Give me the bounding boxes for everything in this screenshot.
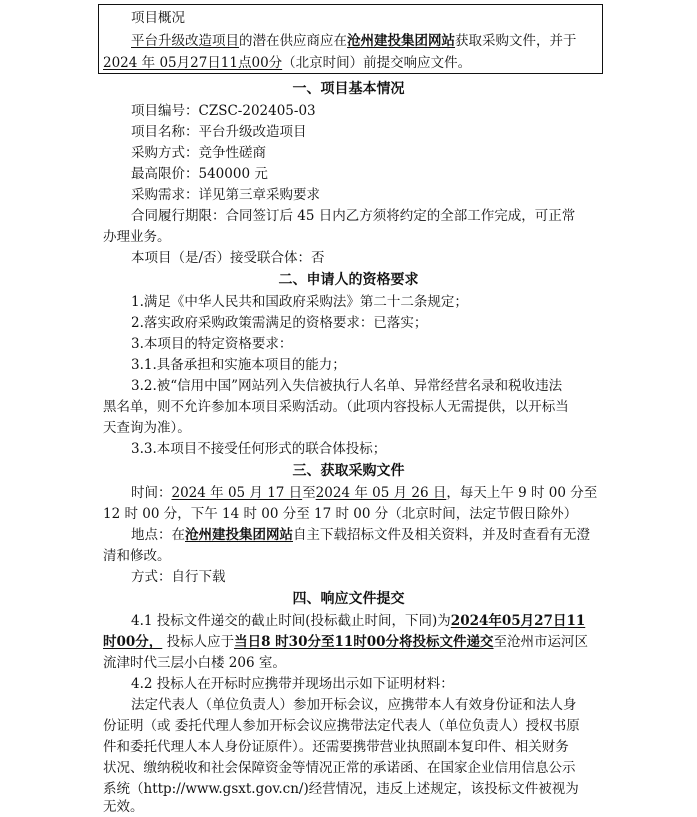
overview-line-3: [103, 53, 471, 73]
obtain-time-text: ，每天上午 9 时 00 分至: [446, 485, 598, 501]
consortium-acceptance: 本项目（是/否）接受联合体：否: [131, 250, 325, 266]
qualification-1: 1.满足《中华人民共和国政府采购法》第二十二条规定；: [131, 294, 468, 310]
procurement-method: 采购方式：竞争性磋商: [131, 145, 266, 161]
required-documents-p1: 法定代表人（单位负责人）参加开标会议，应携带本人有效身份证和法人身: [131, 697, 577, 713]
website-name-text: 沧州建投集团网站: [185, 527, 293, 543]
qualification-3-2-cont-2: 天查询为准）。: [103, 420, 191, 436]
qualification-2: 2.落实政府采购政策需满足的资格要求：已落实；: [131, 315, 428, 331]
obtain-mode: 方式：自行下载: [131, 569, 226, 585]
submission-text: 4.1 投标文件递交的截止时间(投标截止时间，下同)为: [131, 613, 451, 629]
overview-line-2: [131, 31, 577, 51]
qualification-3-3: 3.3.本项目不接受任何形式的联合体投标；: [131, 441, 387, 457]
contract-period-cont: 办理业务。: [103, 229, 171, 245]
obtain-time-label: 时间：: [131, 485, 172, 501]
section-1-heading: 一、项目基本情况: [292, 81, 405, 97]
submission-text: 至沧州市运河区: [493, 634, 589, 650]
required-documents-p3: 件和委托代理人本人身份证原件）。还需要携带营业执照副本复印件、相关财务: [103, 739, 569, 755]
submission-deadline: [131, 611, 585, 631]
deadline-datetime: 2024年05月27日11: [450, 613, 586, 629]
overview-text: 获取采购文件，并于: [455, 33, 577, 49]
start-date: 2024 年 05 月 17 日: [171, 485, 303, 501]
section-2-heading: 二、申请人的资格要求: [278, 272, 419, 288]
submission-location: 流津时代三层小白楼 206 室。: [103, 655, 286, 671]
project-name-text: 平台升级改造项目: [131, 33, 239, 49]
qualification-3: 3.本项目的特定资格要求：: [131, 336, 293, 352]
submission-text: 投标人应于: [166, 634, 235, 650]
qualification-3-1: 3.1.具备承担和实施本项目的能力；: [131, 357, 346, 373]
obtain-time-cont: 12 时 00 分，下午 14 时 00 分至 17 时 00 分（北京时间，法定节假日除外）: [103, 506, 578, 522]
required-documents-intro: 4.2 投标人在开标时应携带并现场出示如下证明材料：: [131, 676, 454, 692]
submission-window: 当日8 时30分至11时00分将投标文件递交: [234, 634, 494, 650]
obtain-place-text: 自主下载招标文件及相关资料，并及时查看有无澄: [293, 527, 590, 543]
obtain-place: [131, 525, 590, 545]
required-documents-p4: 状况、缴纳税收和社会保障资金等情况正常的承诺函、在国家企业信用信息公示: [103, 760, 576, 776]
website-name-text: 沧州建投集团网站: [347, 33, 455, 49]
end-date: 2024 年 05 月 26 日: [315, 485, 447, 501]
section-4-heading: 四、响应文件提交: [292, 591, 405, 607]
obtain-time: [131, 483, 597, 503]
deadline-datetime: 时00分，: [103, 634, 163, 650]
obtain-place-label: 地点：在: [131, 527, 185, 543]
max-price: 最高限价：540000 元: [131, 166, 268, 182]
section-3-heading: 三、获取采购文件: [292, 463, 405, 479]
procurement-requirement: 采购需求：详见第三章采购要求: [131, 187, 320, 203]
required-documents-p6: 无效。: [103, 799, 144, 815]
deadline-text: 2024 年 05月27日11点00分: [103, 55, 283, 71]
obtain-place-cont: 清和修改。: [103, 548, 171, 564]
overview-text: （北京时间）前提交响应文件。: [282, 55, 472, 71]
overview-title: 项目概况: [131, 10, 185, 26]
qualification-3-2: 3.2.被“信用中国”网站列入失信被执行人名单、异常经营名录和税收违法: [131, 378, 563, 394]
contract-period: 合同履行期限：合同签订后 45 日内乙方须将约定的全部工作完成，可正常: [131, 208, 576, 224]
project-number: 项目编号：CZSC-202405-03: [131, 103, 316, 119]
qualification-3-2-cont: 黑名单，则不允许参加本项目采购活动。（此项内容投标人无需提供，以开标当: [103, 399, 569, 415]
obtain-time-text: 至: [302, 485, 316, 501]
overview-text: 的潜在供应商应在: [239, 33, 347, 49]
project-name: 项目名称：平台升级改造项目: [131, 124, 307, 140]
submission-deadline-cont: [103, 632, 588, 652]
required-documents-p2: 份证明（或 委托代理人参加开标会议应携带法定代表人（单位负责人）授权书原: [103, 718, 580, 734]
required-documents-p5: 系统（http://www.gsxt.gov.cn/)经营情况，违反上述规定，该投标文件被视为: [103, 781, 579, 797]
